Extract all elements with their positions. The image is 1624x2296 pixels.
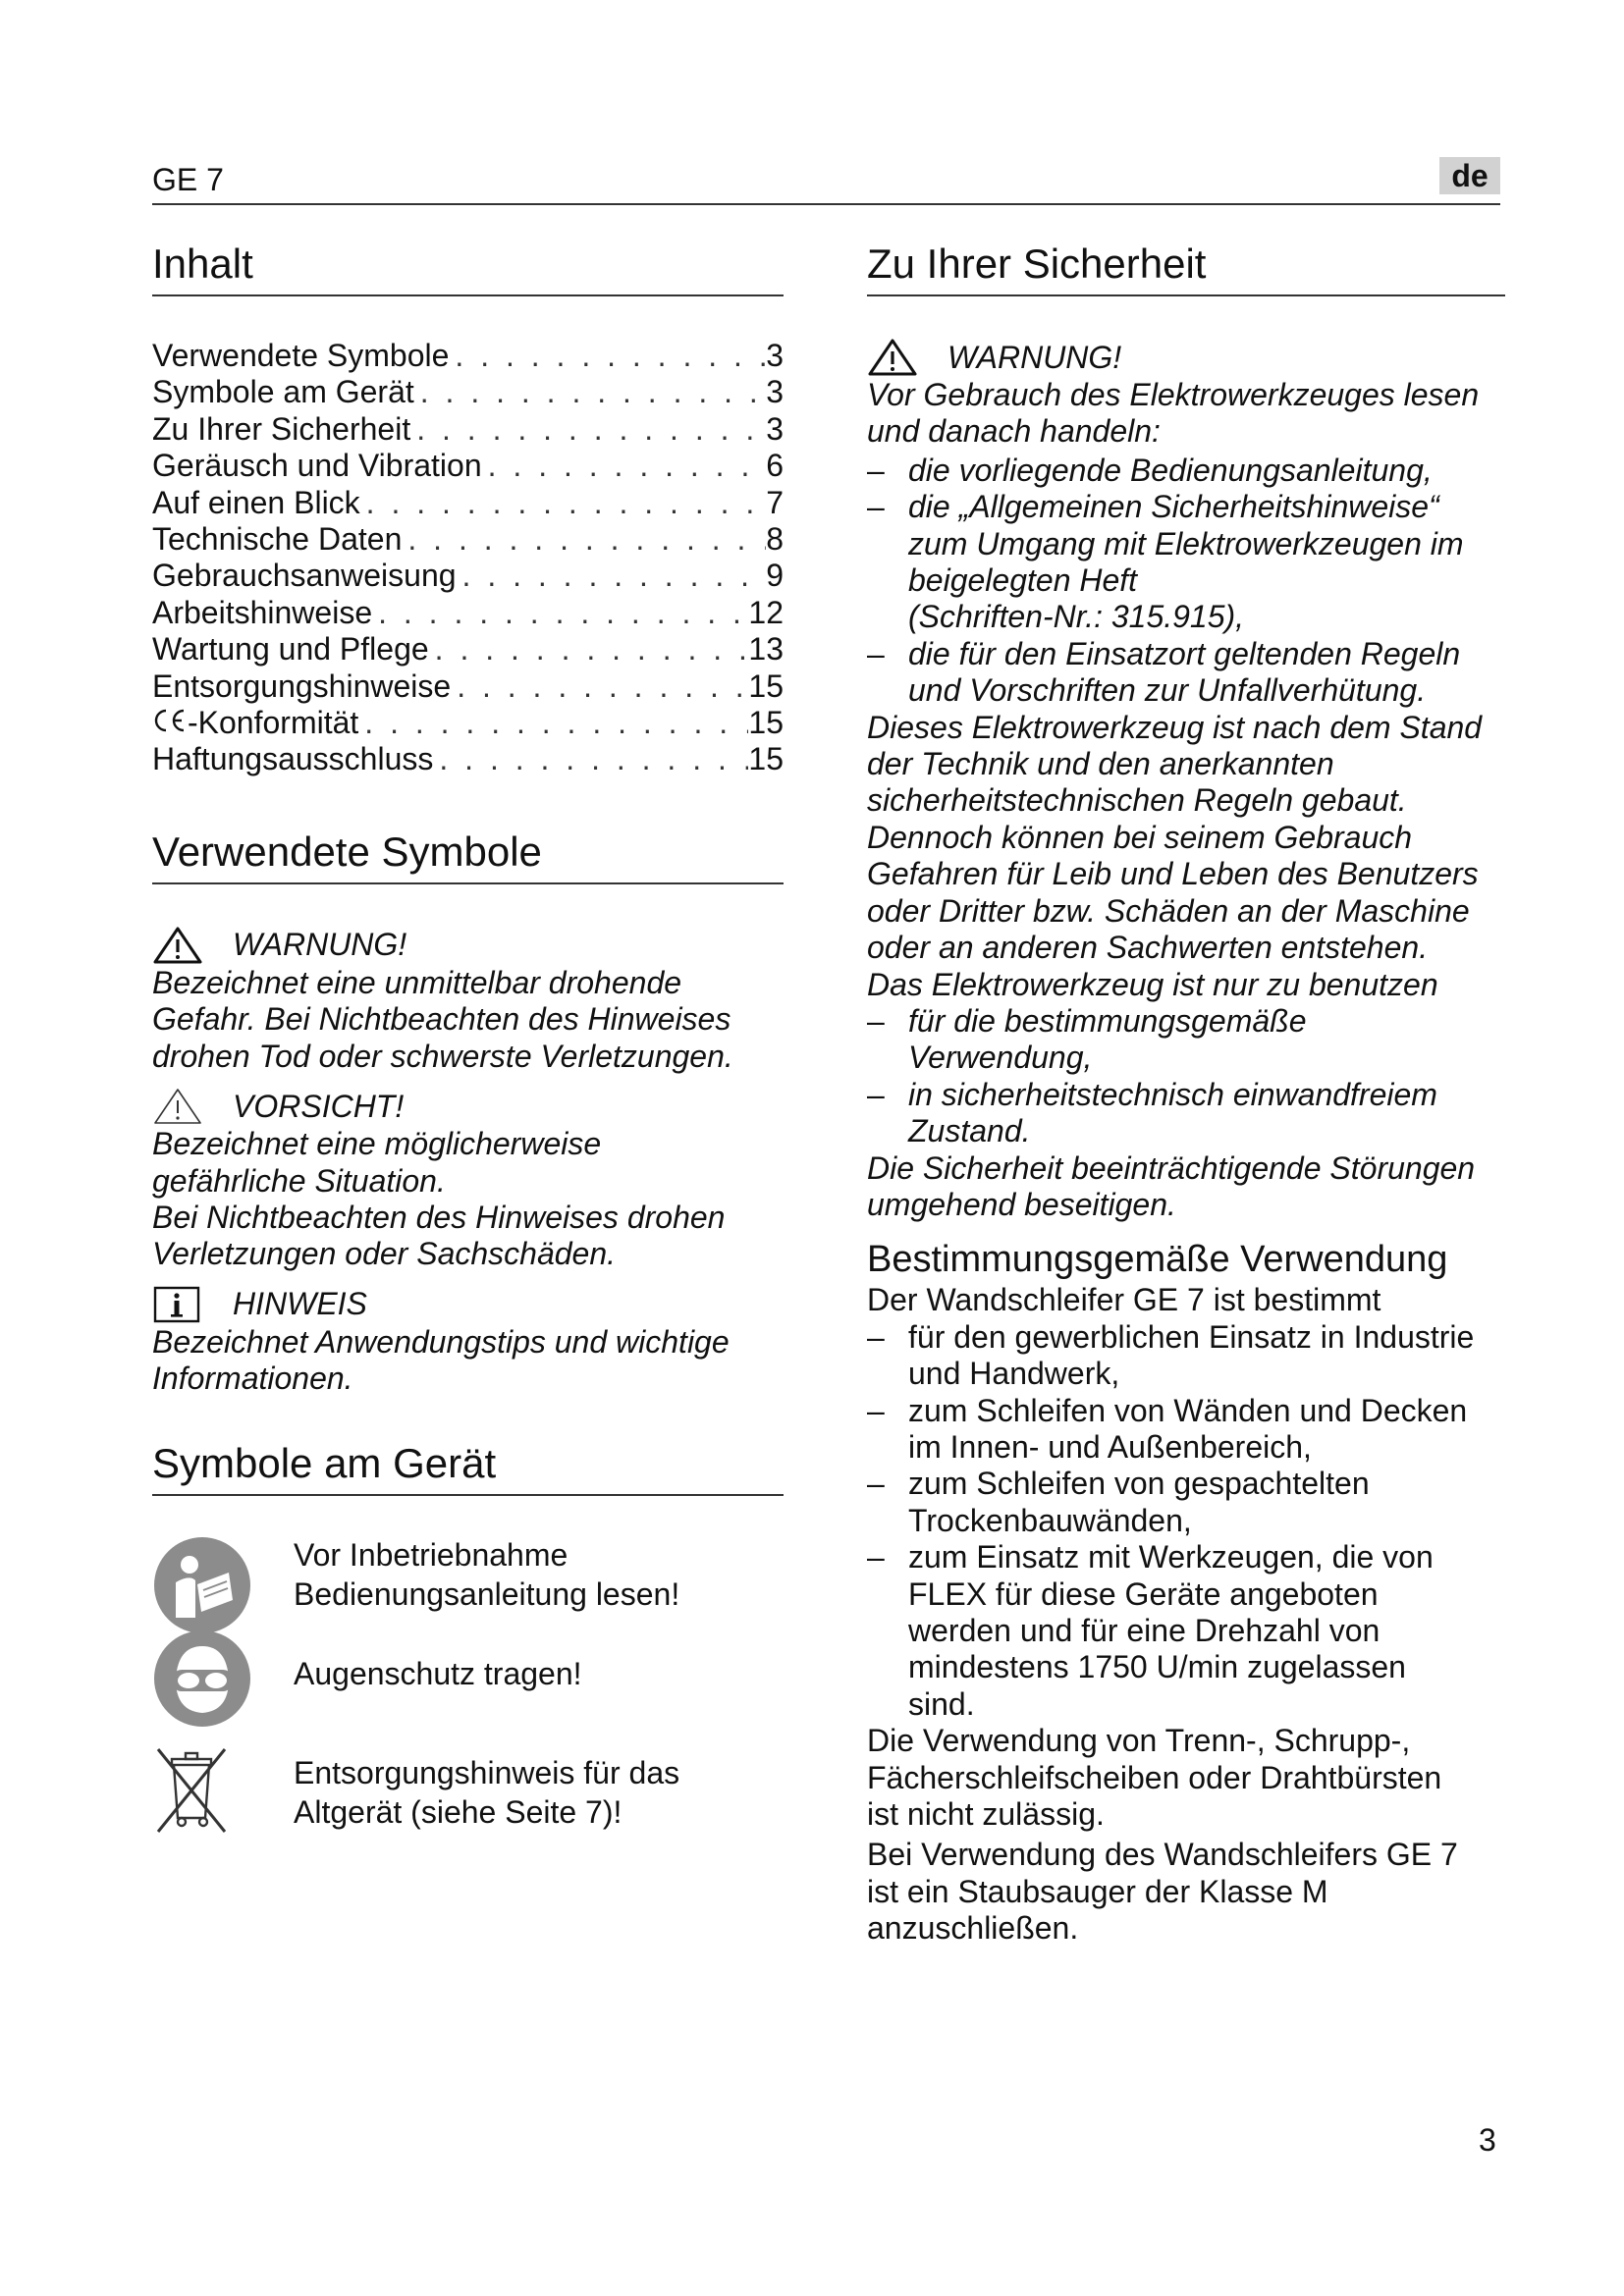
safety-warning-block	[867, 338, 1505, 1223]
safety-title: Zu Ihrer Sicherheit	[867, 236, 1505, 296]
toc-entry[interactable]	[152, 631, 784, 667]
warning-label: WARNUNG!	[947, 339, 1122, 375]
text-line: Bei Nichtbeachten des Hinweises drohen	[152, 1199, 726, 1235]
text-line: – zum Schleifen von gespachtelten	[908, 1466, 1370, 1502]
text-line: drohen Tod oder schwerste Verletzungen.	[152, 1038, 733, 1074]
toc-entry-label: Arbeitshinweise	[152, 594, 373, 630]
read-manual-icon	[152, 1535, 252, 1635]
list-item	[867, 1003, 1505, 1077]
crossed-bin-icon	[152, 1743, 231, 1836]
toc-entry[interactable]	[152, 411, 784, 448]
toc-leader	[414, 374, 766, 410]
text-line: Bezeichnet Anwendungstips und wichtige	[152, 1323, 730, 1360]
toc-leader	[457, 558, 767, 594]
intended-use-intro: Der Wandschleifer GE 7 ist bestimmt	[867, 1282, 1381, 1318]
toc-entry-label: Technische Daten	[152, 521, 403, 558]
toc-entry-page: 3	[766, 338, 784, 373]
text-line: Gefahren für Leib und Leben des Benutzers	[867, 856, 1479, 892]
caution-label: VORSICHT!	[233, 1088, 405, 1124]
toc-entry-label: Verwendete Symbole	[152, 338, 450, 373]
warning-icon	[867, 338, 918, 377]
toc-entry-page: 12	[748, 594, 784, 630]
toc-entry-page: 15	[748, 741, 784, 777]
device-symbols-title: Symbole am Gerät	[152, 1435, 784, 1496]
page-number: 3	[1479, 2122, 1496, 2158]
toc-entry-label: Entsorgungshinweise	[152, 667, 452, 704]
text-line: – die vorliegende Bedienungsanleitung,	[908, 452, 1433, 488]
toc-leader	[433, 741, 748, 777]
intended-use-title: Bestimmungsgemäße Verwendung	[867, 1239, 1448, 1281]
text-line: Entsorgungshinweis für das	[294, 1754, 680, 1790]
toc-leader	[358, 705, 748, 741]
ce-mark-icon	[152, 705, 188, 741]
text-line: Vor Gebrauch des Elektrowerkzeuges lesen	[867, 377, 1480, 412]
language-badge: de	[1439, 157, 1500, 194]
caution-block	[152, 1087, 784, 1273]
toc-entry[interactable]	[152, 485, 784, 521]
note-block	[152, 1285, 784, 1398]
text-line: beigelegten Heft	[908, 562, 1138, 599]
text-line: Augenschutz tragen!	[294, 1655, 582, 1691]
text-line: Bezeichnet eine möglicherweise	[152, 1126, 602, 1162]
toc-entry-page: 3	[766, 410, 784, 447]
header-model: GE 7	[152, 162, 224, 197]
toc-entry[interactable]	[152, 558, 784, 594]
text-line: Bezeichnet eine unmittelbar drohende	[152, 964, 682, 1000]
device-symbol-item	[152, 1629, 784, 1734]
toc-entry-page: 3	[766, 374, 784, 410]
text-line: ist nicht zulässig.	[867, 1796, 1105, 1833]
text-line: – die für den Einsatzort geltenden Regeln	[908, 635, 1461, 671]
list-item	[867, 489, 1505, 636]
list-item	[867, 453, 1505, 489]
symbols-title: Verwendete Symbole	[152, 824, 784, 884]
text-line: oder Dritter bzw. Schäden an der Maschine	[867, 892, 1470, 929]
toc-entry[interactable]	[152, 338, 784, 374]
text-line: (Schriften-Nr.: 315.915),	[908, 599, 1245, 635]
list-item	[867, 1077, 1505, 1150]
toc-entry-label: Zu Ihrer Sicherheit	[152, 410, 411, 447]
safety-intro	[867, 377, 1505, 451]
text-line: Dieses Elektrowerkzeug ist nach dem Stand	[867, 709, 1483, 745]
text-line: Gefahr. Bei Nichtbeachten des Hinweises	[152, 1001, 731, 1038]
text-line: Trockenbauwänden,	[908, 1502, 1192, 1538]
safety-body	[867, 710, 1505, 1003]
left-column	[152, 236, 784, 1841]
toc-entry-label: Wartung und Pflege	[152, 631, 429, 667]
toc-entry[interactable]	[152, 521, 784, 558]
ce-mark-svg	[152, 708, 188, 733]
toc-leader	[410, 411, 766, 448]
text-line: – zum Schleifen von Wänden und Decken	[908, 1392, 1468, 1428]
text-line: und danach handeln:	[867, 413, 1161, 450]
safety-closing	[867, 1150, 1505, 1224]
toc-entry-label: Haftungsausschluss	[152, 741, 434, 777]
device-symbol-item	[152, 1535, 784, 1640]
toc-entry-label: -Konformität	[188, 705, 359, 741]
list-item	[867, 1466, 1505, 1539]
toc-title: Inhalt	[152, 236, 784, 296]
note-label: HINWEIS	[233, 1286, 367, 1322]
text-line: sind.	[908, 1685, 975, 1722]
toc-entry-label: Auf einen Blick	[152, 484, 360, 520]
caution-text	[152, 1126, 784, 1273]
text-line: oder an anderen Sachwerten entstehen.	[867, 930, 1429, 966]
text-line: Die Verwendung von Trenn-, Schrupp-,	[867, 1723, 1411, 1759]
toc-entry-label: Symbole am Gerät	[152, 374, 414, 410]
text-line: gefährliche Situation.	[152, 1162, 446, 1199]
toc-entry-page: 7	[766, 484, 784, 520]
text-line: ist ein Staubsauger der Klasse M	[867, 1873, 1328, 1909]
toc-leader	[372, 595, 748, 631]
text-line: – zum Einsatz mit Werkzeugen, die von	[908, 1539, 1434, 1575]
text-line: mindestens 1750 U/min zugelassen	[908, 1649, 1406, 1685]
text-line: Zustand.	[908, 1113, 1031, 1149]
toc-entry-page: 8	[766, 521, 784, 558]
warning-text	[152, 965, 784, 1075]
list-item	[867, 1319, 1505, 1393]
text-line: – für den gewerblichen Einsatz in Industrie	[908, 1318, 1475, 1355]
text-line: – für die bestimmungsgemäße	[908, 1002, 1307, 1039]
toc-entry[interactable]	[152, 374, 784, 410]
intended-use-list	[867, 1319, 1505, 1723]
toc-entry[interactable]	[152, 705, 784, 741]
toc-leader	[451, 668, 748, 705]
text-line: Das Elektrowerkzeug ist nur zu benutzen	[867, 966, 1438, 1002]
info-icon	[152, 1285, 203, 1324]
table-of-contents	[152, 338, 784, 778]
text-line: und Handwerk,	[908, 1356, 1120, 1392]
text-line: – die „Allgemeinen Sicherheitshinweise“	[908, 489, 1439, 525]
text-line: sicherheitstechnischen Regeln gebaut.	[867, 782, 1407, 819]
header-divider	[152, 203, 1500, 205]
text-line: Fächerschleifscheiben oder Drahtbürsten	[867, 1759, 1442, 1795]
text-line: der Technik und den anerkannten	[867, 746, 1334, 782]
list-item	[867, 636, 1505, 710]
toc-entry[interactable]	[152, 595, 784, 631]
toc-entry-page: 15	[748, 667, 784, 704]
text-line: und Vorschriften zur Unfallverhütung.	[908, 672, 1427, 709]
text-line: Verwendung,	[908, 1040, 1093, 1076]
text-line: Die Sicherheit beeinträchtigende Störungen	[867, 1149, 1476, 1186]
eye-protection-icon	[152, 1629, 252, 1729]
toc-entry[interactable]	[152, 668, 784, 705]
intended-use-para2	[867, 1837, 1505, 1947]
text-line: Bei Verwendung des Wandschleifers GE 7	[867, 1837, 1458, 1873]
warning-icon	[152, 926, 203, 965]
list-item	[867, 1393, 1505, 1467]
warning-label: WARNUNG!	[233, 927, 407, 963]
toc-entry-page: 13	[748, 631, 784, 667]
text-line: zum Umgang mit Elektrowerkzeugen im	[908, 525, 1464, 561]
intended-use-section	[867, 1237, 1505, 1947]
toc-entry-page: 15	[748, 705, 784, 741]
intended-use-para1	[867, 1723, 1505, 1833]
safety-use-list	[867, 1003, 1505, 1150]
text-line: werden und für eine Drehzahl von	[908, 1613, 1380, 1648]
toc-leader	[360, 485, 767, 521]
toc-entry[interactable]	[152, 448, 784, 484]
text-line: umgehend beseitigen.	[867, 1186, 1176, 1222]
toc-leader	[482, 448, 767, 484]
list-item	[867, 1539, 1505, 1723]
text-line: Verletzungen oder Sachschäden.	[152, 1236, 617, 1272]
safety-read-list	[867, 453, 1505, 710]
note-text	[152, 1324, 784, 1398]
text-line: FLEX für diese Geräte angeboten	[908, 1575, 1379, 1612]
toc-leader	[402, 521, 766, 558]
text-line: Informationen.	[152, 1361, 353, 1397]
right-column	[867, 236, 1505, 1948]
toc-entry-label: Gebrauchsanweisung	[152, 558, 457, 594]
toc-entry-label: Geräusch und Vibration	[152, 448, 482, 484]
text-line: anzuschließen.	[867, 1910, 1079, 1947]
toc-entry[interactable]	[152, 741, 784, 777]
text-line: im Innen- und Außenbereich,	[908, 1428, 1312, 1465]
device-symbols-list	[152, 1535, 784, 1841]
toc-leader	[449, 338, 766, 374]
text-line: Vor Inbetriebnahme	[294, 1536, 568, 1573]
toc-leader	[429, 631, 749, 667]
device-symbol-item	[152, 1743, 784, 1841]
text-line: – in sicherheitstechnisch einwandfreiem	[908, 1076, 1437, 1112]
toc-entry-page: 9	[766, 558, 784, 594]
warning-block	[152, 926, 784, 1075]
text-line: Bedienungsanleitung lesen!	[294, 1575, 680, 1612]
text-line: Altgerät (siehe Seite 7)!	[294, 1793, 623, 1830]
text-line: Dennoch können bei seinem Gebrauch	[867, 819, 1413, 855]
caution-icon	[152, 1087, 203, 1126]
toc-entry-page: 6	[766, 448, 784, 484]
